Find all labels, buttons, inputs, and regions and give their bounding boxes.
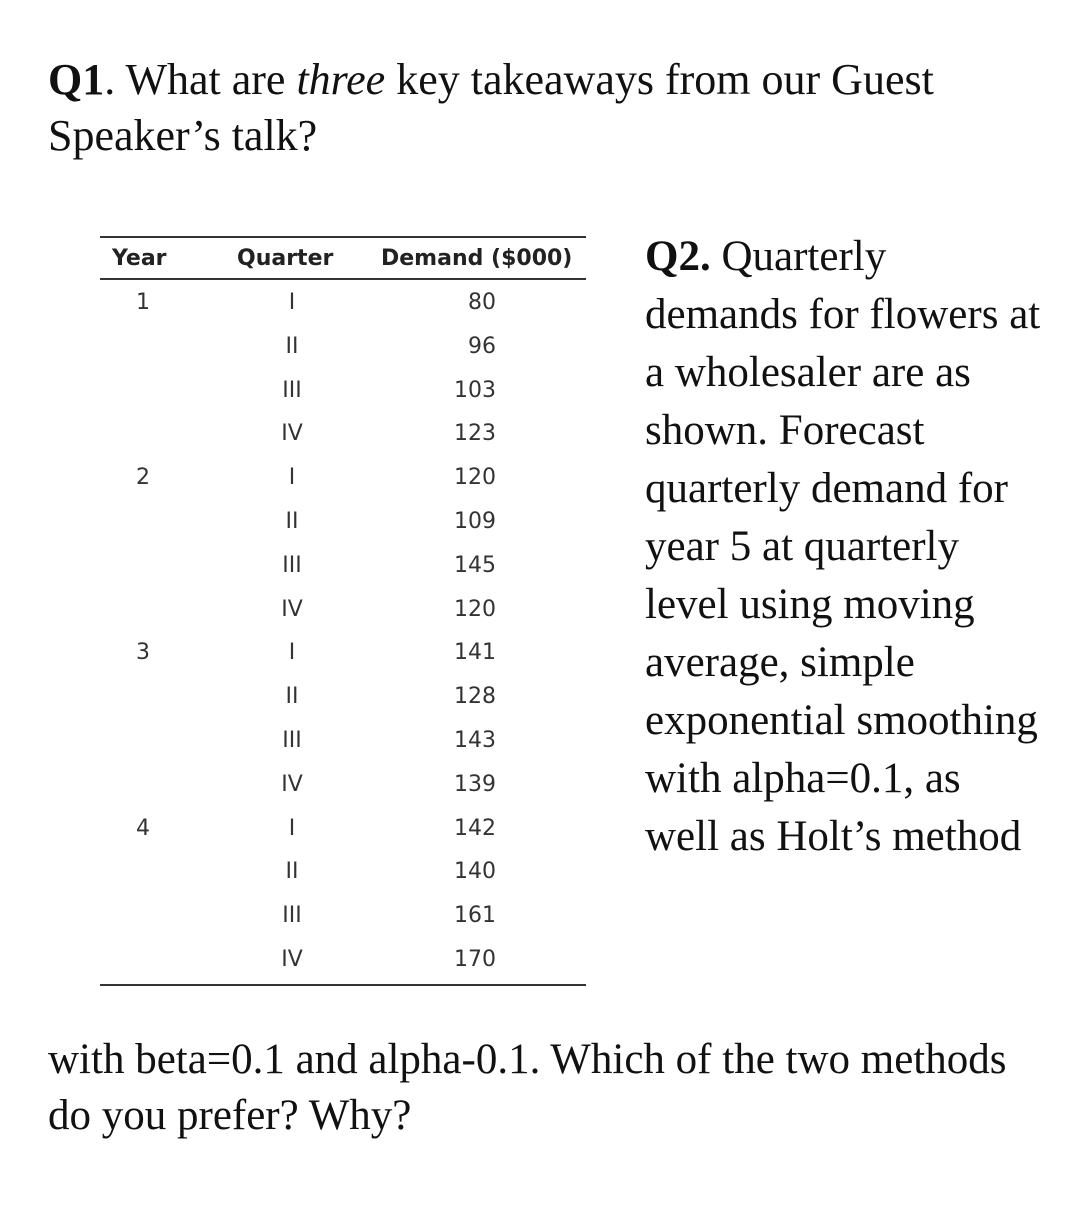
cell-quarter: I bbox=[288, 640, 296, 666]
question-2-continuation: with beta=0.1 and alpha-0.1. Which of the two methods do you prefer? Why? bbox=[48, 1036, 1007, 1139]
table-row bbox=[100, 720, 586, 764]
header-quarter: Quarter bbox=[237, 246, 334, 271]
cell-quarter: I bbox=[288, 815, 296, 841]
table-row bbox=[100, 939, 586, 983]
header-demand: Demand ($000) bbox=[381, 246, 573, 271]
cell-demand: 141 bbox=[454, 640, 496, 666]
cell-year: 2 bbox=[136, 465, 150, 491]
table-row bbox=[100, 326, 586, 370]
cell-demand: 103 bbox=[454, 377, 496, 403]
table-row bbox=[100, 370, 586, 414]
cell-quarter: I bbox=[288, 465, 296, 491]
cell-demand: 123 bbox=[454, 421, 496, 447]
table-row bbox=[100, 413, 586, 457]
q2-text: Quarterly demands for flowers at a wholesaler are as shown. Forecast quarterly demand for year 5 at quarterly level using moving average, simple exponential smoothing with alpha=0.1, as well as Holt’s method bbox=[645, 233, 1041, 860]
table-row bbox=[100, 895, 586, 939]
q1-emphasis: three bbox=[296, 55, 386, 104]
header-year: Year bbox=[112, 246, 167, 271]
table-row bbox=[100, 764, 586, 808]
cell-demand: 143 bbox=[454, 728, 496, 753]
table-header bbox=[100, 236, 586, 280]
cell-quarter: II bbox=[285, 509, 299, 534]
cell-demand: 80 bbox=[468, 290, 496, 315]
cell-quarter: IV bbox=[281, 421, 303, 447]
cell-quarter: I bbox=[288, 290, 296, 315]
question-2 bbox=[645, 228, 1045, 866]
table-body bbox=[100, 280, 586, 986]
q1-text-b: key takeaways from our Guest Speaker’s talk? bbox=[48, 55, 934, 160]
demand-table bbox=[100, 236, 586, 986]
cell-demand: 145 bbox=[454, 552, 496, 578]
cell-demand: 161 bbox=[454, 903, 496, 929]
table-row bbox=[100, 589, 586, 633]
q1-text-a: . What are bbox=[104, 55, 297, 104]
cell-demand: 139 bbox=[454, 771, 496, 797]
table-row bbox=[100, 632, 586, 676]
table-row bbox=[100, 282, 586, 326]
cell-quarter: IV bbox=[281, 596, 303, 622]
q1-label: Q1 bbox=[48, 55, 105, 104]
cell-quarter: IV bbox=[281, 771, 303, 797]
table-row bbox=[100, 808, 586, 852]
cell-quarter: III bbox=[282, 728, 302, 753]
table-row bbox=[100, 501, 586, 545]
cell-quarter: III bbox=[282, 552, 302, 578]
cell-demand: 96 bbox=[468, 333, 496, 359]
cell-demand: 109 bbox=[454, 509, 496, 534]
table-row bbox=[100, 545, 586, 589]
cell-quarter: III bbox=[282, 377, 302, 403]
cell-quarter: III bbox=[282, 903, 302, 929]
cell-demand: 120 bbox=[454, 465, 496, 491]
table-row bbox=[100, 676, 586, 720]
cell-year: 3 bbox=[136, 640, 150, 666]
table-row bbox=[100, 457, 586, 501]
table-row bbox=[100, 851, 586, 895]
cell-year: 1 bbox=[136, 290, 150, 315]
cell-demand: 140 bbox=[454, 859, 496, 885]
cell-demand: 120 bbox=[454, 596, 496, 622]
q2-label: Q2. bbox=[645, 233, 711, 280]
cell-demand: 128 bbox=[454, 684, 496, 710]
cell-demand: 170 bbox=[454, 947, 496, 972]
cell-quarter: II bbox=[285, 859, 299, 885]
question-1 bbox=[48, 52, 1048, 164]
cell-quarter: IV bbox=[281, 947, 303, 972]
cell-demand: 142 bbox=[454, 815, 496, 841]
cell-year: 4 bbox=[136, 815, 150, 841]
cell-quarter: II bbox=[285, 333, 299, 359]
cell-quarter: II bbox=[285, 684, 299, 710]
